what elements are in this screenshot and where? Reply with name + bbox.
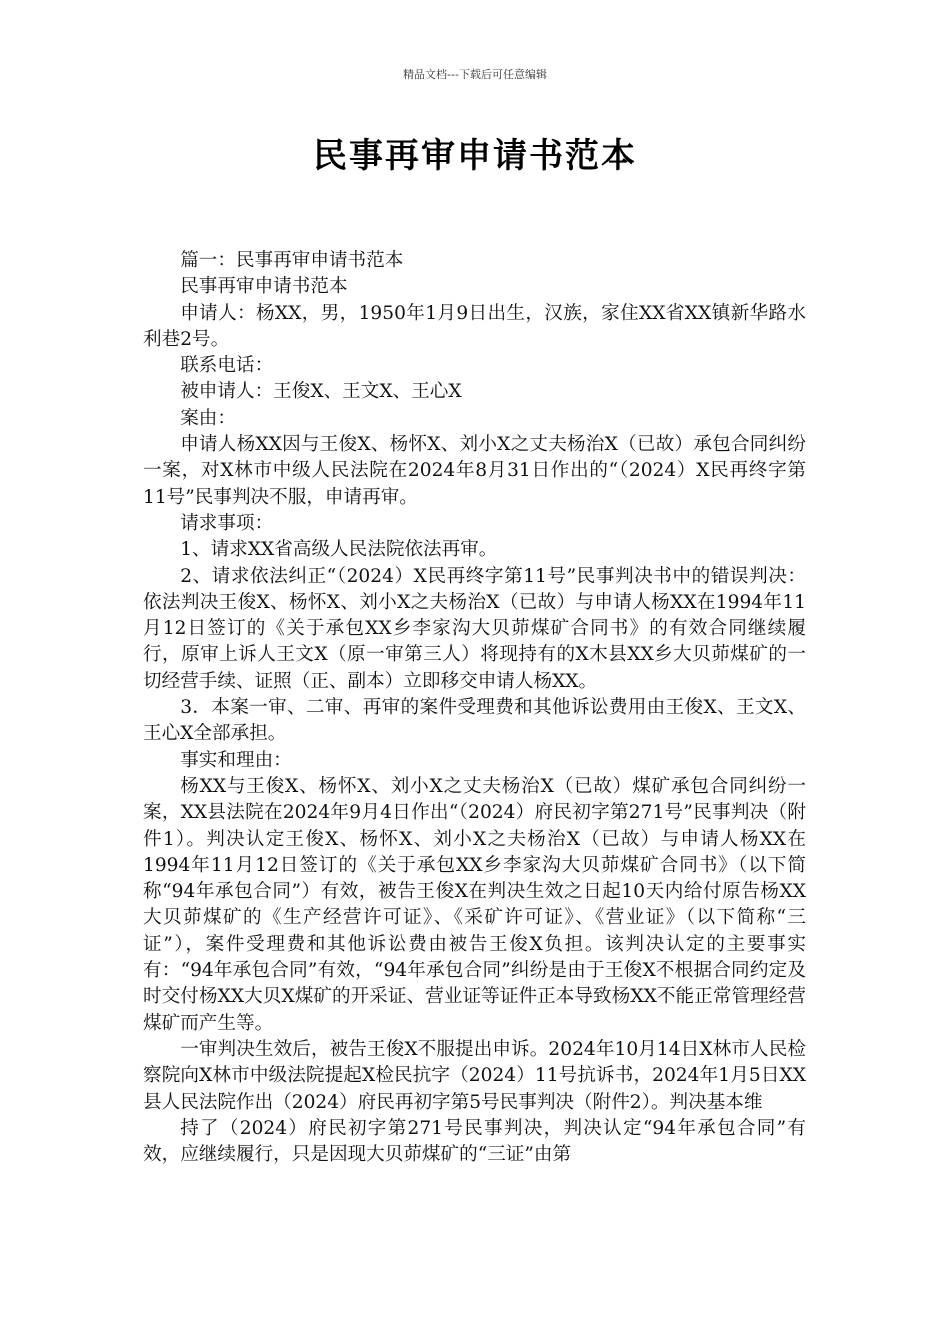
paragraph: 请求事项： — [180, 512, 274, 534]
paragraph: 申请人：杨XX，男，1950年1月9日出生，汉族，家住XX省XX镇新华路水利巷2号。 — [143, 302, 806, 350]
paragraph: 民事再审申请书范本 — [180, 276, 348, 298]
paragraph: 联系电话： — [180, 355, 274, 377]
paragraph: 事实和理由： — [180, 749, 292, 771]
header-note: 精品文档---下载后可任意编辑 — [403, 68, 547, 81]
paragraph: 篇一：民事再审申请书范本 — [180, 250, 404, 271]
paragraph: 一审判决生效后，被告王俊X不服提出申诉。2024年10月14日X林市人民检察院向X林市中级法院提起X检民抗字（2024）11号抗诉书，2024年1月5日XX县人民法院作出（2024）府民再初字第5号民事判决（附件2）。判决基本维 — [143, 1038, 806, 1113]
paragraph: 杨XX与王俊X、杨怀X、刘小X之丈夫杨治X（已故）煤矿承包合同纠纷一案，XX县法院在2024年9月4日作出“（2024）府民初字第271号”民事判决（附件1）。判决认定王俊X、杨怀X、刘小X之夫杨治X（已故）与申请人杨XX在1994年11月12日签订的《关于承包XX乡李家沟大贝茆煤矿合同书》（以下简称“94年承包合同”）有效，被告王俊X在判决生效之日起10天内给付原告杨XX大贝茆煤矿的《生产经营许可证》、《采矿许可证》、《营业证》（以下简称“三证”），案件受理费和其他诉讼费由被告王俊X负担。该判决认定的主要事实有：“94年承包合同”有效，“94年承包合同”纠纷是由于王俊X不根据合同约定及时交付杨XX大贝X煤矿的开采证、营业证等证件正本导致杨XX不能正常管理经营煤矿而产生等。 — [143, 775, 806, 1034]
document-body — [143, 248, 806, 1168]
paragraph: 案由： — [180, 407, 236, 429]
paragraph: 1、请求XX省高级人民法院依法再审。 — [180, 539, 498, 561]
paragraph: 2、请求依法纠正“（2024）X民再终字第11号”民事判决书中的错误判决：依法判决王俊X、杨怀X、刘小X之夫杨治X（已故）与申请人杨XX在1994年11月12日签订的《关于承包XX乡李家沟大贝茆煤矿合同书》的有效合同继续履行，原审上诉人王文X（原一审第三人）将现持有的X木县XX乡大贝茆煤矿的一切经营手续、证照（正、副本）立即移交申请人杨XX。 — [143, 565, 806, 692]
paragraph: 持了（2024）府民初字第271号民事判决，判决认定“94年承包合同”有效，应继续履行，只是因现大贝茆煤矿的“三证”由第 — [143, 1117, 806, 1166]
paragraph: 3．本案一审、二审、再审的案件受理费和其他诉讼费用由王俊X、王文X、王心X全部承担。 — [143, 697, 806, 745]
paragraph: 申请人杨XX因与王俊X、杨怀X、刘小X之丈夫杨治X（已故）承包合同纠纷一案，对X林市中级人民法院在2024年8月31日作出的“（2024）X民再终字第11号”民事判决不服，申请再审。 — [143, 434, 806, 508]
paragraph: 被申请人：王俊X、王文X、王心X — [180, 381, 462, 403]
document-title: 民事再审申请书范本 — [313, 136, 637, 176]
